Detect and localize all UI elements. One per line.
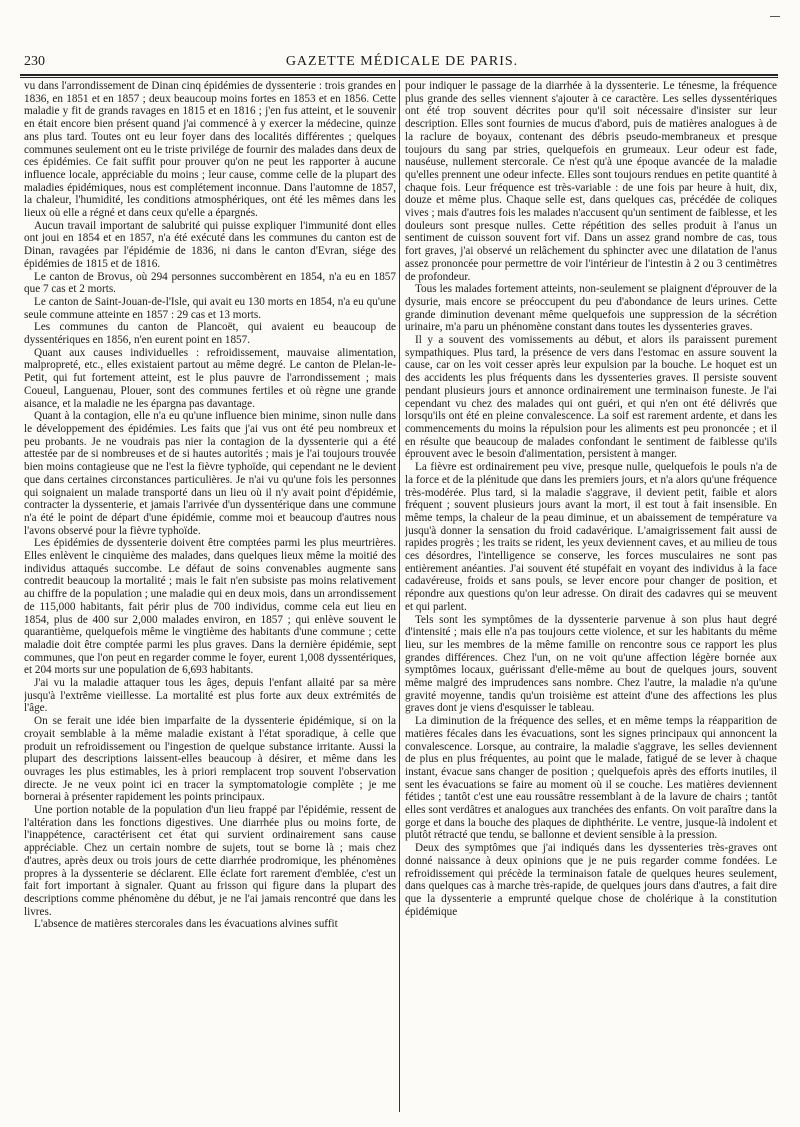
paragraph: On se ferait une idée bien imparfaite de la dyssenterie épidémique, si on la croyait semblable à la même maladie existant à l'état sporadique, à celle que produit un refroidissement ou l'ingestion de quelque substance irritante. Aussi la plupart des descriptions laissent-elles beaucoup à désirer, et même dans les ouvrages les plus estimables, les à priori remplacent trop souvent l'observation directe. Je ne veux point ici en tracer la symptomatologie complète ; je me bornerai à présenter rapidement les points principaux. [24, 715, 396, 804]
paragraph: Il y a souvent des vomissements au début, et alors ils paraissent purement sympathiques. Plus tard, la présence de vers dans l'estomac en assure souvent la cause, car on les voit cesser après leur expulsion par la bouche. Le hoquet est un des accidents les plus fréquents dans les dyssenteries graves. Il persiste souvent pendant plusieurs jours et annonce ordinairement une terminaison funeste. Je l'ai cependant vu chez des malades qui ont guéri, et qui n'en ont été délivrés que lorsqu'ils ont été en pleine convalescence. La soif est rarement ardente, et dans les commencements du moins la répulsion pour les aliments est peu prononcée ; et il en résulte que beaucoup de malades confondant le sentiment de faiblesse qu'ils éprouvent avec le besoin d'alimentation, persistent à manger. [405, 334, 777, 461]
left-column [24, 80, 396, 1115]
paragraph: Les épidémies de dyssenterie doivent être comptées parmi les plus meurtrières. Elles enlèvent le cinquième des malades, dans quelques lieux même la moitié des individus attaqués succombe. Le défaut de soins convenables augmente sans contredit beaucoup la mortalité ; mais le fait n'en subsiste pas moins relativement au chiffre de la population ; une maladie qui en deux mois, dans un arrondissement de 115,000 habitants, fait périr plus de 700 individus, comme cela eut lieu en 1854, plus de 400 sur 2,000 malades environ, en 1857 ; qui enlève souvent le quarantième, quelquefois même le vingtième des habitants d'une commune ; cette maladie doit être comptée parmi les plus graves. Dans la dernière épidémie, sept communes, que l'on peut en regarder comme le foyer, eurent 1,008 dyssentériques, et 204 morts sur une population de 6,693 habitants. [24, 537, 396, 677]
header-rule-thick [20, 74, 778, 76]
paragraph: Quant aux causes individuelles : refroidissement, mauvaise alimentation, malpropreté, etc., elles existaient partout au même degré. Le canton de Plelan-le-Petit, qui fut fortement atteint, est le plus pauvre de l'arrondissement ; mais Coueul, Languenau, Plouer, sont des communes fertiles et où règne une grande aisance, et la maladie ne les épargna pas davantage. [24, 346, 396, 410]
header-rule-thin [20, 77, 778, 78]
page-header [24, 54, 780, 72]
paragraph: vu dans l'arrondissement de Dinan cinq épidémies de dyssenterie : trois grandes en 1836, en 1851 et en 1857 ; deux beaucoup moins fortes en 1853 et en 1856. Cette maladie y fit de grands ravages en 1815 et en 1816 ; j'en fus atteint, et le souvenir en était encore bien présent quand j'ai commencé à y exercer la médecine, quinze ans plus tard. Toutes ont eu leur foyer dans des localités différentes ; quelques communes seulement ont eu le triste privilége de fournir des malades dans deux de ces épidémies. Ce fait suffit pour prouver qu'on ne peut les rapporter à aucune influence locale, appréciable du moins ; leur cause, comme celle de la plupart des maladies épidémiques, nous est complétement inconnue. Dans l'automne de 1857, la chaleur, l'humidité, les conditions atmosphériques, ont été les mêmes dans les lieux où elle a régné et dans ceux qu'elle a épargnés. [24, 80, 396, 220]
corner-mark [770, 16, 780, 17]
paragraph: La diminution de la fréquence des selles, et en même temps la réapparition de matières fécales dans les évacuations, sont les signes principaux qui annoncent la convalescence. Lorsque, au contraire, la maladie s'aggrave, les selles deviennent de plus en plus fréquentes, au point que le malade, fatigué de se lever à chaque instant, évacue sans changer de position ; quelquefois après des efforts inutiles, il sent les évacuations se faire au moment où il se couche. Les matières deviennent fétides ; tantôt c'est une eau roussâtre ressemblant à de la lavure de chairs ; tantôt elles sont verdâtres et analogues aux tranchées des enfants. On voit paraître dans la gorge et dans la bouche des plaques de diphthérite. Le ventre, jusque-là indolent et plutôt rétracté que tendu, se ballonne et devient sensible à la pression. [405, 715, 777, 842]
paragraph: La fièvre est ordinairement peu vive, presque nulle, quelquefois le pouls n'a de la force et de la plénitude que dans les premiers jours, et n'a alors qu'une fréquence très-modérée. Plus tard, si la maladie s'aggrave, il devient petit, faible et alors fréquent ; souvent plusieurs jours avant la mort, il est tout à fait insensible. En même temps, la chaleur de la peau diminue, et un abaissement de température va jusqu'à donner la sensation du froid cadavérique. L'amaigrissement fait aussi de rapides progrès ; les traits se rident, les yeux deviennent caves, et au milieu de tous ces désordres, l'intelligence se conserve, les forces musculaires ne sont pas entièrement anéanties. J'ai souvent été stupéfait en voyant des individus à la face cadavéreuse, froids et sans pouls, se lever encore pour changer de position, et répondre aux questions qu'on leur adresse. On dirait des cadavres qui se meuvent et qui parlent. [405, 461, 777, 613]
paragraph: Aucun travail important de salubrité qui puisse expliquer l'immunité dont elles ont joui en 1854 et en 1857, n'a été exécuté dans les communes du canton est de Dinan, ravagées par l'épidémie de 1836, ni dans le canton d'Evran, siége des épidémies de 1815 et de 1816. [24, 219, 396, 270]
paragraph: Le canton de Brovus, où 294 personnes succombèrent en 1854, n'a eu en 1857 que 7 cas et 2 morts. [24, 270, 396, 296]
paragraph: J'ai vu la maladie attaquer tous les âges, depuis l'enfant allaité par sa mère jusqu'à l'extrême vieillesse. La mortalité est plus forte aux deux extrémités de l'âge. [24, 677, 396, 715]
journal-title: GAZETTE MÉDICALE DE PARIS. [285, 54, 519, 69]
column-divider [399, 80, 400, 1112]
paragraph: Quant à la contagion, elle n'a eu qu'une influence bien minime, sinon nulle dans le développement des épidémies. Les faits que j'ai vus ont été peu nombreux et peu probants. Je ne voudrais pas nier la contagion de la dyssenterie qui a été attestée par de si nombreuses et de si hautes autorités ; mais je l'ai toujours trouvée bien moins contagieuse que ne l'est la fièvre typhoïde, qui cependant ne le devient que dans certaines circonstances particulières. Je n'ai vu qu'une fois les personnes qui soignaient un malade transporté dans un lieu où il n'y avait point d'épidémie, contracter la dyssenterie, et jamais l'arrivée d'un dyssentérique dans une commune n'a été le point de départ d'une épidémie, comme moi et beaucoup d'autres nous l'avons observé pour la fièvre typhoïde. [24, 410, 396, 537]
paragraph: pour indiquer le passage de la diarrhée à la dyssenterie. Le ténesme, la fréquence plus grande des selles viennent s'ajouter à ce caractère. Les selles dyssentériques ont été trop souvent décrites pour qu'il soit nécessaire d'insister sur leur description. Elles sont fournies de mucus d'abord, puis de matières analogues à de la raclure de boyaux, contenant des débris pseudo-membraneux et presque toujours du sang par stries, quelquefois en grumeaux. Leur odeur est fade, nauséuse, nullement stercorale. Ce n'est qu'à une époque avancée de la maladie qu'elles prennent une odeur infecte. Elles sont toujours rendues en petite quantité à chaque fois. Leur fréquence est très-variable : de une fois par heure à huit, dix, douze et même plus. Chaque selle est, dans quelques cas, précédée de coliques vives ; mais d'autres fois les malades n'accusent qu'un sentiment de faiblesse, et les douleurs sont presque nulles. Cette répétition des selles produit à l'anus un sentiment de cuisson souvent fort vif. Dans un assez grand nombre de cas, tous fort graves, j'ai observé un relâchement du sphincter avec une dilatation de l'anus assez prononcée pour permettre de voir l'intérieur de l'intestin à 2 ou 3 centimètres de profondeur. [405, 80, 777, 283]
right-column [405, 80, 777, 1115]
paragraph: L'absence de matières stercorales dans les évacuations alvines suffit [34, 918, 338, 931]
page-number: 230 [24, 54, 45, 69]
paragraph: Les communes du canton de Plancoët, qui avaient eu beaucoup de dyssentériques en 1856, n'en eurent point en 1857. [24, 321, 396, 347]
paragraph: Tels sont les symptômes de la dyssenterie parvenue à son plus haut degré d'intensité ; mais elle n'a pas toujours cette violence, et sur les habitants du même lieu, sur les membres de la même famille on rencontre sous ce rapport les plus grandes différences. Chez l'un, on ne voit qu'une affection légère bornée aux symptômes locaux, guérissant d'elle-même au bout de quelques jours, souvent même malgré des imprudences sans nombre. Chez l'autre, la maladie n'a qu'une gravité moyenne, tandis qu'un troisième est atteint d'une des affections les plus graves dont je viens d'esquisser le tableau. [405, 613, 777, 715]
paragraph: Tous les malades fortement atteints, non-seulement se plaignent d'éprouver de la dysurie, mais encore se préoccupent du peu d'abondance de leurs urines. Cette grande diminution devenant même quelquefois une suppression de la sécrétion urinaire, m'a paru un phénomène constant dans toutes les dyssenteries graves. [405, 283, 777, 334]
paragraph: Le canton de Saint-Jouan-de-l'Isle, qui avait eu 130 morts en 1854, n'a eu qu'une seule commune atteinte en 1857 : 29 cas et 13 morts. [24, 295, 396, 321]
paragraph: Une portion notable de la population d'un lieu frappé par l'épidémie, ressent de l'altération dans les fonctions digestives. Une diarrhée plus ou moins forte, de l'inappétence, caractérisent cet état qui survient ordinairement sans cause appréciable. Chez un certain nombre de sujets, tout se borne là ; mais chez d'autres, après deux ou trois jours de cette diarrhée prodromique, les phénomènes propres à la dyssenterie se déclarent. Elle éclate fort rarement d'emblée, c'est un fait fort important à signaler. Quant au frisson qui figure dans la plupart des descriptions comme phénomène du début, je ne l'ai jamais rencontré que dans les livres. [24, 804, 396, 918]
paragraph: Deux des symptômes que j'ai indiqués dans les dyssenteries très-graves ont donné naissance à deux opinions que je ne puis regarder comme fondées. Le refroidissement qui précède la terminaison fatale de quelques heures seulement, dans quelques cas à marche très-rapide, de quelques jours dans d'autres, a fait dire que la dyssenterie a emprunté quelque chose de cholérique à la constitution épidémique [405, 842, 777, 918]
